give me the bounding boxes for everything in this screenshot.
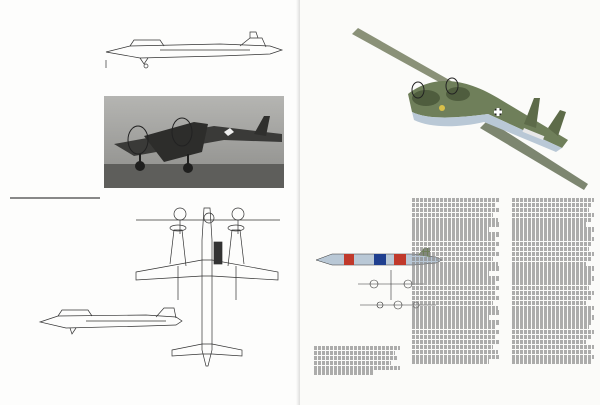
text-line [314,361,391,365]
text-line [314,366,400,370]
text-line [512,335,592,339]
text-line [412,232,500,236]
text-line [412,291,496,295]
text-line [412,276,500,280]
spec-table-cell [10,199,40,200]
text-line [412,237,496,241]
text-line [512,291,594,295]
spec-table-cell [70,199,100,200]
text-line [512,286,589,290]
text-line [512,306,594,310]
side-view-drawing-bottom [36,300,186,340]
text-line [512,266,594,270]
text-line [412,247,496,251]
text-line [512,330,594,334]
text-line [512,247,589,251]
text-line [412,315,489,319]
aircraft-photo [104,96,284,188]
aircraft-color-illustration [348,28,598,193]
text-line [314,351,395,355]
text-line [512,218,592,222]
text-line [512,301,586,305]
text-line [412,281,496,285]
text-line [412,325,496,329]
text-line [512,340,586,344]
spec-table-cell [40,199,70,200]
text-column-2 [512,198,594,364]
text-line [512,227,594,231]
text-line [512,296,592,300]
text-line [412,301,493,305]
text-column-caption [314,346,400,375]
text-line [512,315,594,319]
text-line [412,252,500,256]
text-line [512,242,592,246]
text-line [512,281,592,285]
text-line [512,213,594,217]
spec-table-row [10,199,100,200]
specification-table [10,194,100,199]
text-line [412,271,489,275]
text-line [412,227,489,231]
text-line [512,232,591,236]
text-line [412,335,496,339]
text-line [412,306,498,310]
text-line [412,262,498,266]
text-line [412,218,498,222]
text-line [512,271,591,275]
text-line [512,276,594,280]
text-line [412,208,500,212]
text-line [512,325,589,329]
text-line [412,350,498,354]
text-line [412,266,500,270]
text-line [412,320,500,324]
text-line [512,350,591,354]
text-line [314,370,374,374]
right-page [300,0,600,405]
side-view-drawing-top [100,30,290,75]
text-line [512,355,594,359]
text-line [512,262,586,266]
text-line [412,242,500,246]
text-line [512,320,592,324]
text-line [412,198,500,202]
text-line [412,330,500,334]
text-line [412,296,500,300]
text-line [512,252,594,256]
text-line [412,286,500,290]
text-line [314,346,400,350]
text-line [412,355,500,359]
text-line [412,340,500,344]
text-line [314,356,398,360]
text-line [512,359,592,363]
text-line [412,345,493,349]
text-column-1 [412,198,500,364]
text-line [512,208,589,212]
text-line [412,222,500,226]
text-line [512,198,594,202]
text-line [512,257,592,261]
text-line [512,203,592,207]
text-line [412,310,500,314]
text-line [412,359,489,363]
text-line [512,310,591,314]
text-line [412,213,493,217]
front-view-drawing [134,200,282,240]
text-line [512,222,586,226]
text-line [412,257,493,261]
text-line [512,237,594,241]
text-line [412,203,496,207]
text-line [512,345,594,349]
